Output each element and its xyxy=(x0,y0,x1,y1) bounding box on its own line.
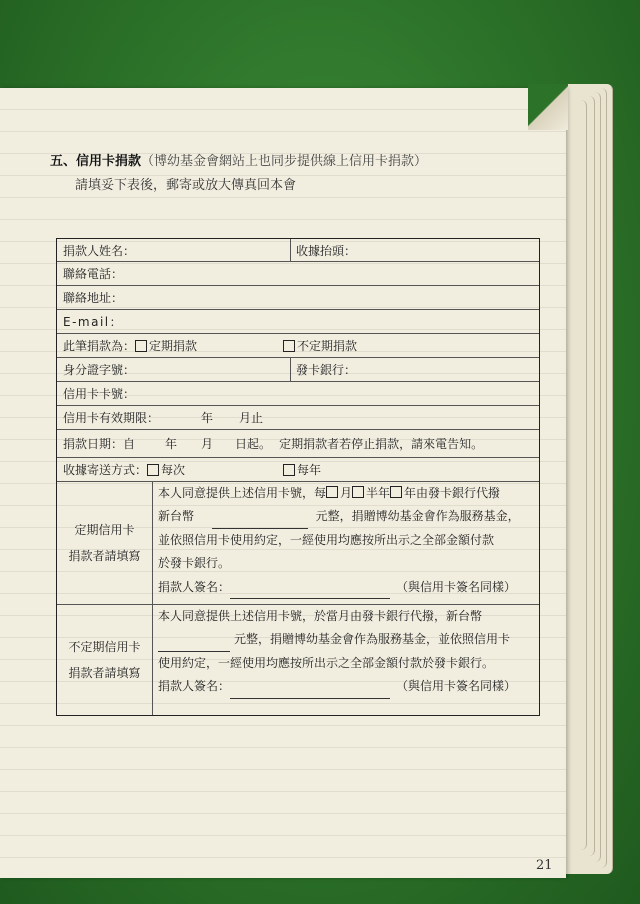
receipt-each-label: 每次 xyxy=(161,463,186,477)
expiry-month-label: 月止 xyxy=(239,411,264,425)
row-receipt-method xyxy=(57,458,539,482)
address-label: 聯絡地址： xyxy=(63,291,124,305)
page-fold-corner xyxy=(528,84,568,130)
row-name xyxy=(57,239,539,262)
irregular-section-text: 本人同意提供上述信用卡號，於當月由發卡銀行代撥，新台幣 元整，捐贈博幼基金會作為服務基金，並依照信用卡 使用約定，一經使用均應按所出示之全部金額付款於發卡銀行。 捐款人簽名： （與信用卡簽名同樣） xyxy=(158,605,533,699)
receipt-each-checkbox[interactable] xyxy=(147,464,159,476)
receipt-title-field[interactable] xyxy=(290,239,356,261)
section-note: （博幼基金會網站上也同步提供線上信用卡捐款） xyxy=(141,154,428,169)
receipt-yearly-checkbox[interactable] xyxy=(283,464,295,476)
row-date[interactable] xyxy=(57,430,539,458)
instruction-text: 請填妥下表後，郵寄或放大傳真回本會 xyxy=(75,178,297,193)
date-month-label: 月 xyxy=(201,437,214,451)
email-label: E-mail： xyxy=(63,315,124,329)
regular-section-text: 本人同意提供上述信用卡號，每 月 半年 年由發卡銀行代撥 新台幣 元整，捐贈博幼基金會作為服務基金， 並依照信用卡使用約定，一經使用均應按所出示之全部金額付款 於發卡銀行。 捐款人簽名： （與信用卡簽名同樣） xyxy=(158,482,533,599)
regular-amount-input[interactable] xyxy=(212,516,308,529)
donor-name-field[interactable] xyxy=(57,239,290,261)
donation-form xyxy=(56,238,540,716)
date-day-label: 日起。 xyxy=(235,437,272,451)
id-number-label: 身分證字號： xyxy=(63,363,136,377)
receipt-method-label: 收據寄送方式： xyxy=(63,463,148,477)
id-number-field[interactable] xyxy=(57,358,290,381)
irregular-checkbox[interactable] xyxy=(283,340,295,352)
row-donation-type xyxy=(57,334,539,358)
phone-label: 聯絡電話： xyxy=(63,267,124,281)
irregular-signature-input[interactable] xyxy=(230,686,390,699)
half-year-checkbox[interactable] xyxy=(352,486,364,498)
page-stack xyxy=(560,84,620,874)
card-number-label: 信用卡卡號： xyxy=(63,387,136,401)
year-checkbox[interactable] xyxy=(390,486,402,498)
row-email[interactable] xyxy=(57,310,539,334)
regular-option-label: 定期捐款 xyxy=(149,339,198,353)
date-year-label: 年 xyxy=(165,437,178,451)
expiry-label: 信用卡有效期限： xyxy=(63,411,160,425)
row-card-number[interactable] xyxy=(57,382,539,406)
date-label: 捐款日期：自 xyxy=(63,437,136,451)
regular-checkbox[interactable] xyxy=(135,340,147,352)
regular-donor-section xyxy=(57,482,539,605)
irregular-section-label: 不定期信用卡 捐款者請填寫 xyxy=(57,605,153,715)
regular-section-label: 定期信用卡 捐款者請填寫 xyxy=(57,482,153,604)
section-title: 五、信用卡捐款 xyxy=(50,154,142,169)
row-address[interactable] xyxy=(57,286,539,310)
donation-type-label: 此筆捐款為： xyxy=(63,339,136,353)
page-number: 21 xyxy=(536,858,553,873)
month-checkbox[interactable] xyxy=(326,486,338,498)
regular-signature-input[interactable] xyxy=(230,586,390,599)
receipt-title-label: 收據抬頭： xyxy=(296,243,357,258)
row-phone[interactable] xyxy=(57,262,539,286)
irregular-option-label: 不定期捐款 xyxy=(297,339,358,353)
irregular-donor-section xyxy=(57,605,539,715)
row-expiry[interactable] xyxy=(57,406,539,430)
irregular-amount-input[interactable] xyxy=(158,639,230,652)
issuing-bank-field[interactable] xyxy=(290,358,356,381)
donor-name-label: 捐款人姓名： xyxy=(63,243,136,258)
issuing-bank-label: 發卡銀行： xyxy=(296,363,357,377)
row-id xyxy=(57,358,539,382)
date-note: 定期捐款者若停止捐款，請來電告知。 xyxy=(279,437,484,451)
section-heading xyxy=(50,150,427,169)
expiry-year-label: 年 xyxy=(201,411,214,425)
receipt-yearly-label: 每年 xyxy=(297,463,322,477)
